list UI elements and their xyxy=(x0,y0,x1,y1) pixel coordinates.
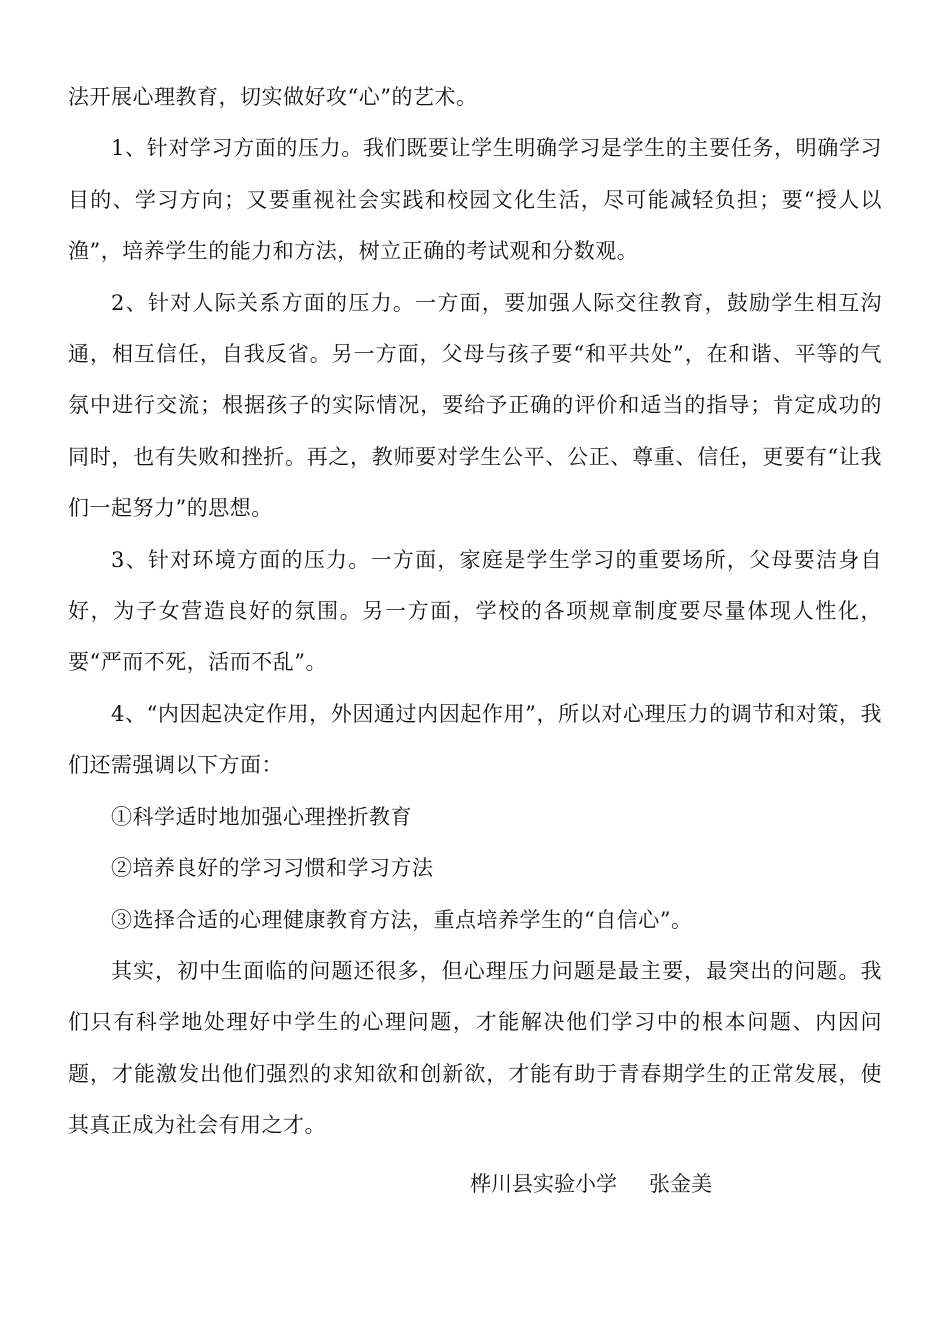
signature-author: 张金美 xyxy=(649,1172,712,1196)
list-item-3: ③选择合适的心理健康教育方法，重点培养学生的“自信心”。 xyxy=(111,907,693,932)
paragraph-relationship-pressure: 2、针对人际关系方面的压力。一方面，要加强人际交往教育，鼓励学生相互沟通，相互信任，自我反省。另一方面，父母与孩子要“和平共处”，在和谐、平等的气氛中进行交流；根据孩子的实际情况，要给予正确的评价和适当的指导；肯定成功的同时，也有失败和挫折。再之，教师要对学生公平、公正、尊重、信任，更要有“让我们一起努力”的思想。 xyxy=(68,290,882,521)
paragraph-continuation: 法开展心理教育，切实做好攻“心”的艺术。 xyxy=(68,85,478,109)
paragraph-environment-pressure: 3、针对环境方面的压力。一方面，家庭是学生学习的重要场所，父母要洁身自好，为子女营造良好的氛围。另一方面，学校的各项规章制度要尽量体现人性化，要“严而不死，活而不乱”。 xyxy=(68,547,882,675)
list-item-1: ①科学适时地加强心理挫折教育 xyxy=(111,804,412,829)
paragraph-conclusion: 其实，初中生面临的问题还很多，但心理压力问题是最主要，最突出的问题。我们只有科学地处理好中学生的心理问题，才能解决他们学习中的根本问题、内因问题，才能激发出他们强烈的求知欲和创新欲，才能有助于青春期学生的正常发展，使其真正成为社会有用之才。 xyxy=(68,958,882,1138)
signature xyxy=(470,1164,712,1204)
document-body xyxy=(68,72,882,1152)
paragraph-internal-factors: 4、“内因起决定作用，外因通过内因起作用”，所以对心理压力的调节和对策，我们还需强调以下方面： xyxy=(68,701,882,778)
signature-school: 桦川县实验小学 xyxy=(470,1172,617,1196)
paragraph-study-pressure: 1、针对学习方面的压力。我们既要让学生明确学习是学生的主要任务，明确学习目的、学习方向；又要重视社会实践和校园文化生活，尽可能减轻负担；要“授人以渔”，培养学生的能力和方法，树立正确的考试观和分数观。 xyxy=(68,136,882,264)
list-item-2: ②培养良好的学习习惯和学习方法 xyxy=(111,856,434,881)
